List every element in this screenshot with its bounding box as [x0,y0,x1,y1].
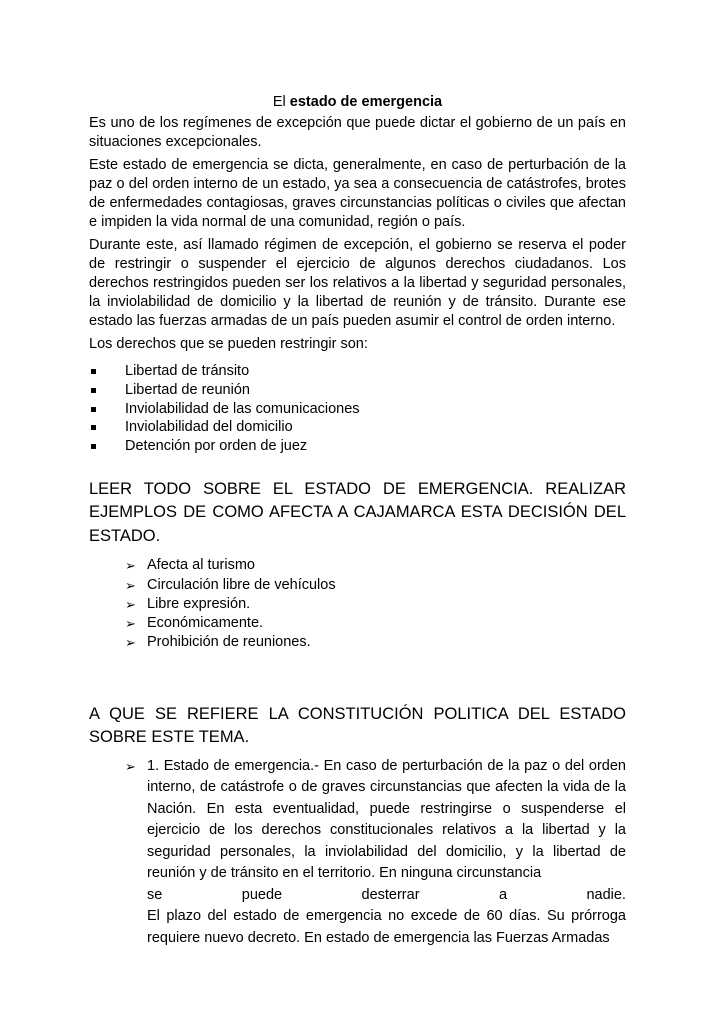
word: a [498,886,508,903]
square-bullet-icon [91,425,96,430]
list-item-text: Afecta al turismo [147,557,255,574]
word: puede [241,886,283,903]
arrow-bullet-icon: ➢ [125,558,136,574]
article-spread-line [147,885,626,907]
square-bullet-icon [91,407,96,412]
list-item [89,576,626,595]
arrow-bullet-icon: ➢ [125,596,136,612]
list-item [89,614,626,633]
list-item [89,556,626,575]
paragraph-rights-intro: Los derechos que se pueden restringir son: [89,336,368,352]
square-bullet-icon [91,369,96,374]
list-item-text: Libertad de tránsito [125,363,250,379]
article-text: 1. Estado de emergencia.- En caso de perturbación de la paz o del orden interno, de catástrofe o de graves circunstancias que afecten la vida de la Nación. En esta eventualidad, puede restringirse o suspenderse el ejercicio de los derechos constitucionales relativos a la libertad y la seguridad personales, la inviolabilidad del domicilio, y la libertad de reunión y de tránsito en el territorio. En ninguna circunstancia [147,757,626,881]
arrow-bullet-icon: ➢ [125,577,136,593]
arrow-bullet-icon: ➢ [125,758,136,774]
list-item [89,633,626,652]
square-bullet-icon [91,388,96,393]
arrow-bullet-icon: ➢ [125,616,136,632]
constitution-question: A QUE SE REFIERE LA CONSTITUCIÓN POLITICA DEL ESTADO SOBRE ESTE TEMA. [89,704,626,746]
list-item-text: Circulación libre de vehículos [147,576,336,593]
list-item-text: Inviolabilidad de las comunicaciones [125,400,360,417]
list-item [89,381,626,400]
word: desterrar [361,886,420,903]
word: se [147,886,163,903]
word: nadie. [586,886,626,903]
list-item [89,400,626,419]
title-prefix: El [272,94,290,110]
instruction-heading: LEER TODO SOBRE EL ESTADO DE EMERGENCIA. REALIZAR EJEMPLOS DE COMO AFECTA A CAJAMARCA ESTA DECISIÓN DEL ESTADO. [89,479,626,545]
list-item-text: Prohibición de reuniones. [147,634,311,651]
list-item-text: Libre expresión. [147,595,251,612]
document-page [89,93,626,949]
article-continuation: El plazo del estado de emergencia no excede de 60 días. Su prórroga requiere nuevo decreto. En estado de emergencia las Fuerzas Armadas [147,908,626,946]
rights-list [89,362,626,456]
square-bullet-icon [91,444,96,449]
constitution-article [89,756,626,950]
document-title [89,93,626,112]
paragraph-definition: Es uno de los regímenes de excepción que puede dictar el gobierno de un país en situaciones excepcionales. [89,115,626,150]
list-item-text: Económicamente. [147,615,264,632]
list-item-text: Detención por orden de juez [125,438,308,455]
title-bold: estado de emergencia [289,94,443,110]
list-item [89,437,626,456]
arrow-bullet-icon: ➢ [125,635,136,651]
paragraph-regime: Durante este, así llamado régimen de excepción, el gobierno se reserva el poder de restringir o suspender el ejercicio de algunos derechos ciudadanos. Los derechos restringidos pueden ser los relativos a la libertad y seguridad personales, la inviolabilidad de domicilio y la libertad de reunión y de tránsito. Durante ese estado las fuerzas armadas de un país pueden asumir el control de orden interno. [89,237,626,329]
list-item [89,595,626,614]
list-item-text: Libertad de reunión [125,381,250,398]
list-item [89,362,626,381]
effects-list [89,556,626,652]
list-item [89,418,626,437]
paragraph-causes: Este estado de emergencia se dicta, generalmente, en caso de perturbación de la paz o del orden interno de un estado, ya sea a consecuencia de catástrofes, brotes de enfermedades contagiosas, graves circunstancias políticas o civiles que afectan e impiden la vida normal de una comunidad, región o país. [89,157,626,230]
list-item-text: Inviolabilidad del domicilio [125,419,293,436]
